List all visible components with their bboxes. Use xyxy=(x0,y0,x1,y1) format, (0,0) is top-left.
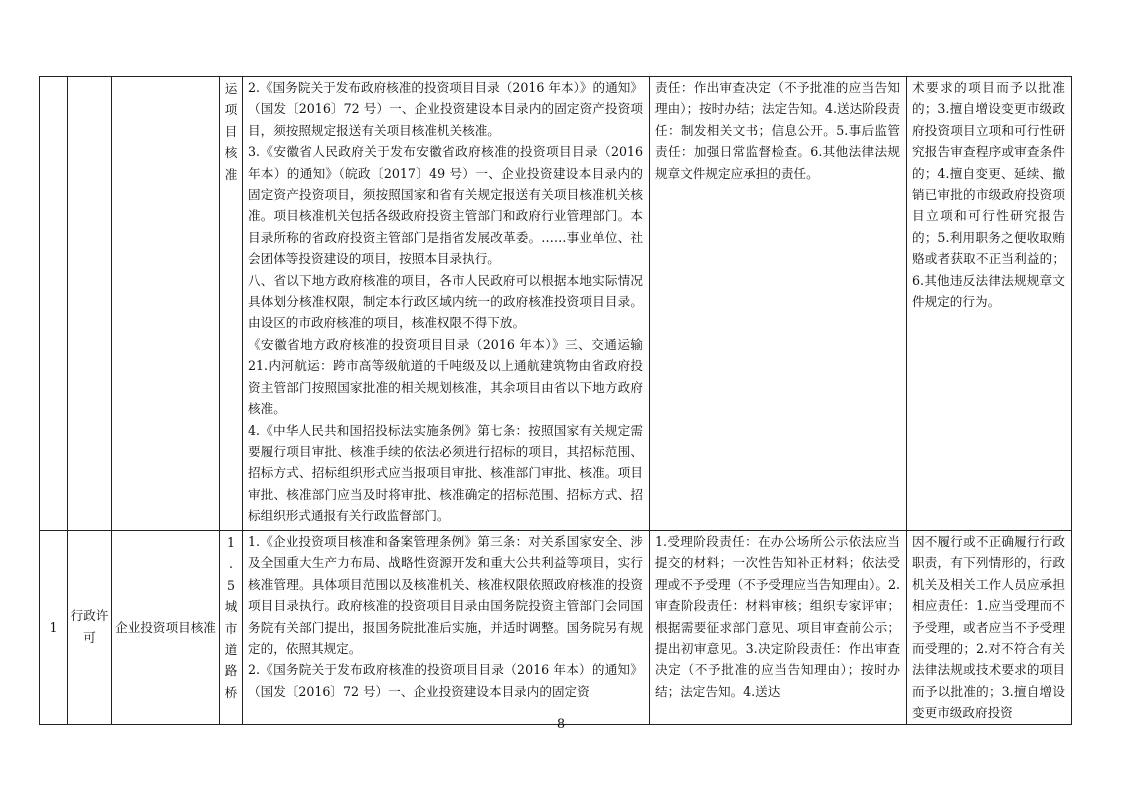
vertical-char: 核 xyxy=(224,145,238,161)
legal-basis-text: 2.《国务院关于发布政府核准的投资项目目录（2016 年本）》的通知》（国发〔2016〕72 号）一、企业投资建设本目录内的固定资产投资项目，须按照规定报送有关项目核准机关核准。 3.《安徽省人民政府关于发布安徽省政府核准的投资项目目录（2016 年本）的通知》（皖政〔2017〕49 号）一、企业投资建设本目录内的固定资产投资项目，须按照国家和省有关规定报送有关项目核准机关核准。项目核准机关包括各级政府投资主管部门和政府行业管理部门。本目录所称的省政府投资主管部门是指省发展改革委。……事业单位、社会团体等投资建设的项目，按照本目录执行。 八、省以下地方政府核准的项目，各市人民政府可以根据本地实际情况具体划分核准权限，制定本行政区域内统一的政府核准投资项目目录。由设区的市政府核准的项目，核准权限不得下放。 《安徽省地方政府核准的投资项目目录（2016 年本）》三、交通运输 21.内河航运：跨市高等级航道的千吨级及以上通航建筑物由省政府投资主管部门按照国家批准的相关规划核准，其余项目由省以下地方政府核准。 4.《中华人民共和国招投标法实施条例》第七条：按照国家有关规定需要履行项目审批、核准手续的依法必须进行招标的项目，其招标范围、招标方式、招标组织形式应当报项目审批、核准部门审批、核准。项目审批、核准部门应当及时将审批、核准确定的招标范围、招标方式、招标组织形式通报有关行政监督部门。 xyxy=(248,80,643,524)
vertical-char: 许 xyxy=(95,608,109,624)
vertical-char: 5 xyxy=(226,577,235,593)
row-number-cell: 1 xyxy=(40,531,68,725)
table-row xyxy=(40,531,1072,725)
vertical-char: 可 xyxy=(83,630,96,646)
row-number-cell xyxy=(40,77,68,531)
vertical-char: 城 xyxy=(224,599,238,615)
vertical-char: 行 xyxy=(70,608,84,624)
vertical-char: 路 xyxy=(224,663,238,679)
vertical-char: 市 xyxy=(224,620,238,636)
responsibility-table xyxy=(39,76,1072,725)
item-name-cell: 企业投资项目核准 xyxy=(112,531,220,725)
sub-item-vertical-label xyxy=(220,77,242,185)
vertical-char: 1 xyxy=(226,535,235,550)
liability-cell xyxy=(907,77,1072,531)
legal-basis-cell xyxy=(243,531,650,725)
duty-cell xyxy=(650,531,907,725)
category-cell xyxy=(68,77,112,531)
legal-basis-cell xyxy=(243,77,650,531)
category-cell xyxy=(68,531,112,725)
sub-item-cell xyxy=(220,531,243,725)
vertical-char: 目 xyxy=(224,123,238,139)
vertical-char: 准 xyxy=(224,166,238,182)
sub-item-cell xyxy=(220,77,243,531)
duty-text: 责任：作出审查决定（不予批准的应当告知理由）；按时办结；法定告知。4.送达阶段责任：制发相关文书；信息公开。5.事后监管责任：加强日常监督检查。6.其他法律法规规章文件规定应承担的责任。 xyxy=(655,80,900,181)
page-number: 8 xyxy=(556,717,566,732)
legal-basis-text: 1.《企业投资项目核准和备案管理条例》第三条：对关系国家安全、涉及全国重大生产力布局、战略性资源开发和重大公共利益等项目，实行核准管理。具体项目范围以及核准机关、核准权限依照政府核准的投资项目目录执行。政府核准的投资项目目录由国务院投资主管部门会同国务院有关部门提出，报国务院批准后实施，并适时调整。国务院另有规定的，依照其规定。 2.《国务院关于发布政府核准的投资项目目录（2016 年本）的通知》（国发〔2016〕72 号）一、企业投资建设本目录内的固定资 xyxy=(248,534,643,699)
vertical-char: 道 xyxy=(224,642,238,658)
category-vertical-label xyxy=(68,605,111,649)
vertical-char: 运 xyxy=(224,81,238,96)
liability-text: 因不履行或不正确履行行政职责，有下列情形的，行政机关及相关工作人员应承担相应责任：1.应当受理而不予受理，或者应当不予受理而受理的；2.对不符合有关法律法规或技术要求的项目而予以批准的；3.擅自增设变更市级政府投资 xyxy=(912,534,1065,721)
vertical-char: . xyxy=(228,556,233,572)
duty-cell xyxy=(650,77,907,531)
sub-item-vertical-label xyxy=(220,531,242,703)
vertical-char: 政 xyxy=(83,608,96,624)
table-row xyxy=(40,77,1072,531)
vertical-char: 桥 xyxy=(224,684,238,700)
liability-cell xyxy=(907,531,1072,725)
item-name-cell xyxy=(112,77,220,531)
liability-text: 术要求的项目而予以批准的；3.擅自增设变更市级政府投资项目立项和可行性研究报告审查程序或审查条件的；4.擅自变更、延续、撤销已审批的市级政府投资项目立项和可行性研究报告的；5.利用职务之便收取贿赂或者获取不正当利益的；6.其他违反法律法规规章文件规定的行为。 xyxy=(912,80,1065,310)
vertical-char: 项 xyxy=(224,102,238,118)
duty-text: 1.受理阶段责任：在办公场所公示依法应当提交的材料；一次性告知补正材料；依法受理或不予受理（不予受理应当告知理由）。2.审查阶段责任：材料审核；组织专家评审；根据需要征求部门意见、项目审查前公示；提出初审意见。3.决定阶段责任：作出审查决定（不予批准的应当告知理由）；按时办结；法定告知。4.送达 xyxy=(655,534,900,699)
